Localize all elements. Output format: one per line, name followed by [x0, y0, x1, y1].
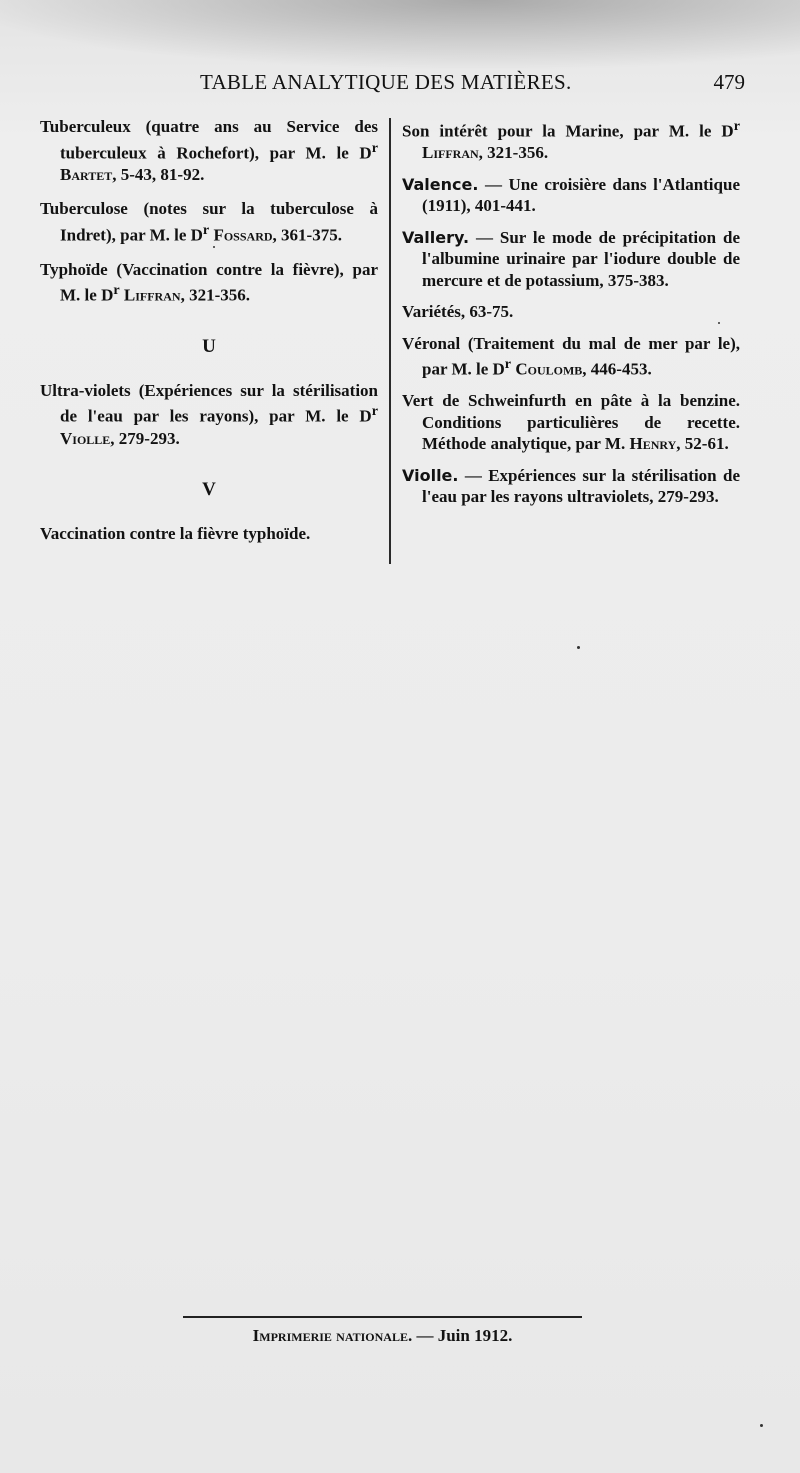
index-entry-veronal: Véronal (Traitement du mal de mer par le), par M. le $D^r$ Coulomb, 446-453.: [402, 333, 740, 379]
page-number: 479: [713, 70, 745, 94]
index-entry-tuberculose: Tuberculose (notes sur la tuberculose à Indret), par M. le $D^r$ Fossard, 361-375.: [40, 199, 378, 245]
index-entry-vaccination: Vaccination contre la fièvre typhoïde.: [40, 523, 311, 543]
printer-name: Imprimerie nationale.: [252, 1326, 413, 1345]
index-entry-typhoide: Typhoïde (Vaccination contre la fièvre), par M. le $D^r$ Liffran, 321-356.: [40, 259, 378, 305]
author-name: Henry: [629, 434, 677, 454]
index-entry-continuation: Son intérêt pour la Marine, par M. le $D^r$ Liffran, 321-356.: [402, 118, 740, 163]
index-entry-valence: Valence. — Une croisière dans l'Atlantique (1911), 401-441.: [402, 174, 740, 216]
scan-speck: [718, 322, 720, 324]
scan-speck: [760, 1424, 763, 1427]
print-date: — Juin 1912.: [412, 1326, 513, 1345]
index-entry-varietes: Variétés, 63-75.: [402, 302, 514, 322]
author-name: Liffran: [123, 285, 181, 305]
section-letter-v: V: [202, 479, 216, 501]
index-entry-tuberculeux: Tuberculeux (quatre ans au Service des tuberculeux à Rochefort), par M. le $D^r$ Bartet, 5-43, 81-92.: [40, 117, 378, 184]
right-column: [402, 116, 740, 518]
author-name: Violle: [60, 428, 111, 448]
index-entry-vallery: Vallery. — Sur le mode de précipitation de l'albumine urinaire par l'iodure double de mercure et de potassium, 375-383.: [402, 227, 740, 290]
entry-keyword: Violle.: [402, 465, 459, 485]
section-letter-u: U: [202, 336, 216, 358]
index-entry-ultra-violets: Ultra-violets (Expériences sur la stérilisation de l'eau par les rayons), par M. le $D^r$ Violle, 279-293.: [40, 380, 378, 448]
author-name: Bartet: [60, 164, 113, 184]
author-name: Liffran: [422, 143, 479, 163]
index-entry-violle: Violle. — Expériences sur la stérilisation de l'eau par les rayons ultraviolets, 279-293.: [402, 465, 740, 507]
running-header: [200, 70, 745, 100]
left-column: [40, 116, 378, 557]
printer-imprint: [183, 1326, 582, 1346]
scan-speck: [577, 646, 580, 649]
author-name: Fossard: [213, 225, 273, 245]
author-name: Coulomb: [515, 359, 583, 379]
scan-speck: [213, 246, 215, 248]
entry-keyword: Valence.: [402, 174, 479, 194]
column-divider: [389, 118, 391, 564]
footer-rule: [183, 1316, 582, 1318]
entry-keyword: Vallery.: [402, 227, 470, 247]
index-entry-vert-de-schweinfurth: Vert de Schweinfurth en pâte à la benzine. Conditions particulières de recette. Méthode analytique, par M. Henry, 52-61.: [402, 391, 740, 454]
running-title: TABLE ANALYTIQUE DES MATIÈRES.: [200, 70, 572, 94]
